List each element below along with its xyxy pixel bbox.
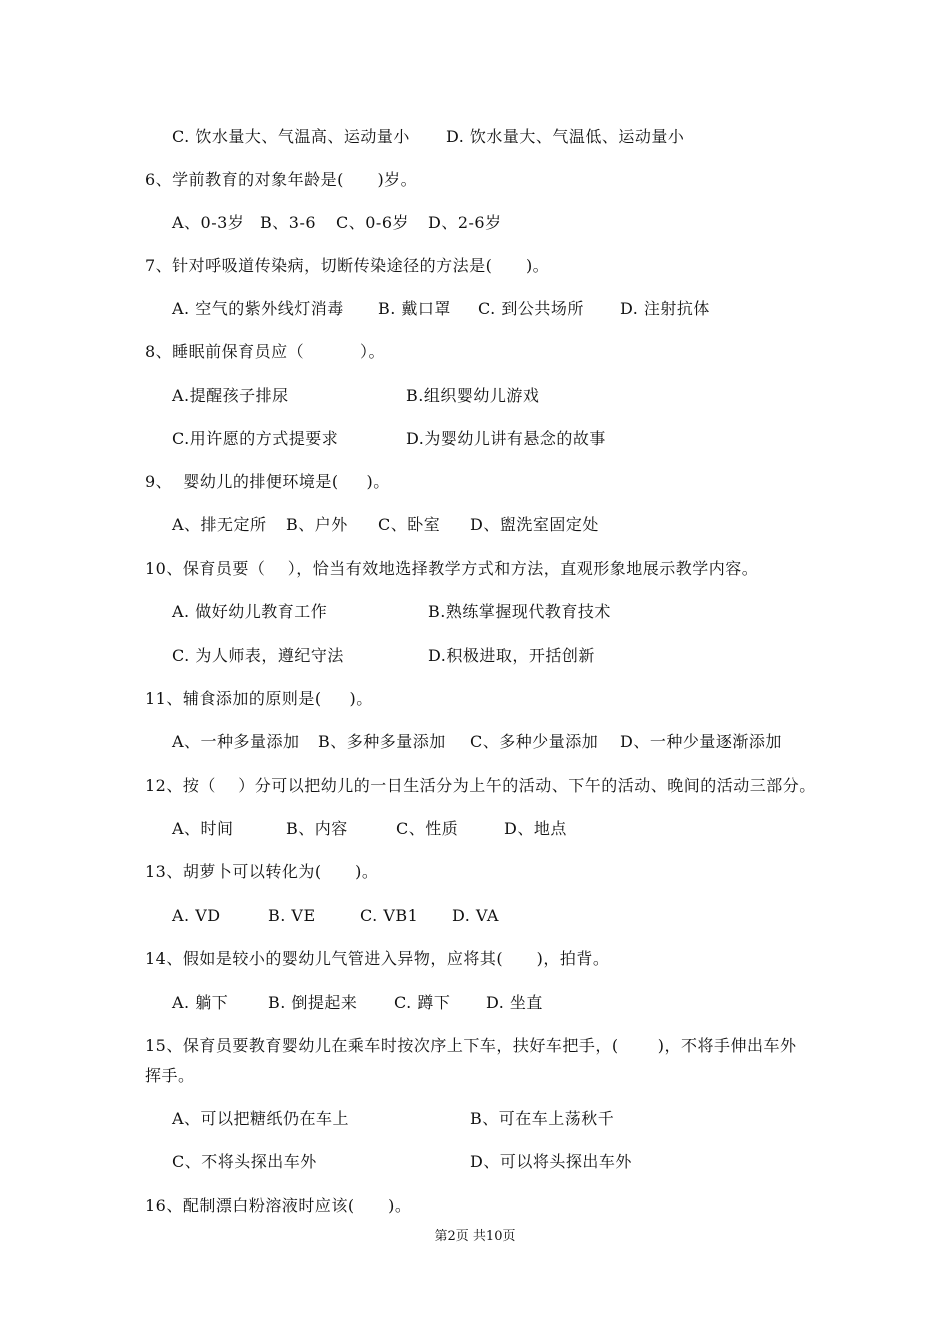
text-line: 7、针对呼吸道传染病，切断传染途径的方法是( )。 — [145, 256, 550, 275]
text-line: C. 蹲下 — [394, 993, 451, 1012]
text-line: D. VA — [452, 906, 499, 925]
text-line: 10、保育员要（ ），恰当有效地选择教学方式和方法，直观形象地展示教学内容。 — [145, 559, 759, 578]
text-line: D、盥洗室固定处 — [470, 515, 599, 534]
text-line: B、多种多量添加 — [318, 732, 446, 751]
page-footer: 第2页 共10页 — [434, 1229, 516, 1244]
text-line: D. 饮水量大、气温低、运动量小 — [446, 127, 685, 146]
text-line: A、一种多量添加 — [172, 732, 300, 751]
text-line: 14、假如是较小的婴幼儿气管进入异物，应将其( )，拍背。 — [145, 949, 610, 968]
text-line: C、0-6岁 — [336, 213, 410, 232]
text-line: B. 戴口罩 — [378, 299, 451, 318]
text-line: C.用许愿的方式提要求 — [172, 429, 339, 448]
text-line: B、户外 — [286, 515, 348, 534]
text-line: D、地点 — [504, 819, 567, 838]
text-line: A. 空气的紫外线灯消毒 — [172, 299, 344, 318]
text-line: C、不将头探出车外 — [172, 1152, 317, 1171]
text-line: D、一种少量逐渐添加 — [620, 732, 782, 751]
text-line: 15、保育员要教育婴幼儿在乘车时按次序上下车，扶好车把手，( )，不将手伸出车外 — [145, 1036, 797, 1055]
text-line: A、排无定所 — [172, 515, 267, 534]
text-line: A.提醒孩子排尿 — [172, 386, 289, 405]
text-line: 挥手。 — [145, 1066, 195, 1085]
text-line: 16、配制漂白粉溶液时应该( )。 — [145, 1196, 412, 1215]
text-line: A. VD — [172, 906, 221, 925]
text-line: 11、辅食添加的原则是( )。 — [145, 689, 373, 708]
text-line: A、时间 — [172, 819, 234, 838]
text-line: 6、学前教育的对象年龄是( )岁。 — [145, 170, 418, 189]
text-line: C、多种少量添加 — [470, 732, 599, 751]
text-line: 12、按（ ）分可以把幼儿的一日生活分为上午的活动、下午的活动、晚间的活动三部分。 — [145, 776, 816, 795]
text-line: D、2-6岁 — [428, 213, 502, 232]
text-line: C. VB1 — [360, 906, 419, 925]
text-line: 13、胡萝卜可以转化为( )。 — [145, 862, 379, 881]
text-line: B.组织婴幼儿游戏 — [406, 386, 540, 405]
text-line: A. 做好幼儿教育工作 — [172, 602, 328, 621]
text-line: C. 饮水量大、气温高、运动量小 — [172, 127, 410, 146]
text-line: C. 到公共场所 — [478, 299, 584, 318]
text-line: D. 坐直 — [486, 993, 543, 1012]
text-line: B. 倒提起来 — [268, 993, 358, 1012]
text-line: 8、睡眠前保育员应（ ）。 — [145, 342, 386, 361]
text-line: B、内容 — [286, 819, 348, 838]
text-line: D、可以将头探出车外 — [470, 1152, 632, 1171]
text-line: D. 注射抗体 — [620, 299, 710, 318]
text-line: A. 躺下 — [172, 993, 229, 1012]
text-line: C. 为人师表，遵纪守法 — [172, 646, 344, 665]
text-line: D.为婴幼儿讲有悬念的故事 — [406, 429, 606, 448]
text-line: A、0-3岁 — [172, 213, 245, 232]
text-line: A、可以把糖纸仍在车上 — [172, 1109, 350, 1128]
text-line: B. VE — [268, 906, 316, 925]
text-line: C、卧室 — [378, 515, 441, 534]
text-line: B.熟练掌握现代教育技术 — [428, 602, 611, 621]
text-line: B、可在车上荡秋千 — [470, 1109, 615, 1128]
text-line: 9、 婴幼儿的排便环境是( )。 — [145, 472, 390, 491]
text-line: D.积极进取，开括创新 — [428, 646, 595, 665]
text-line: C、性质 — [396, 819, 459, 838]
text-line: B、3-6 — [260, 213, 317, 232]
